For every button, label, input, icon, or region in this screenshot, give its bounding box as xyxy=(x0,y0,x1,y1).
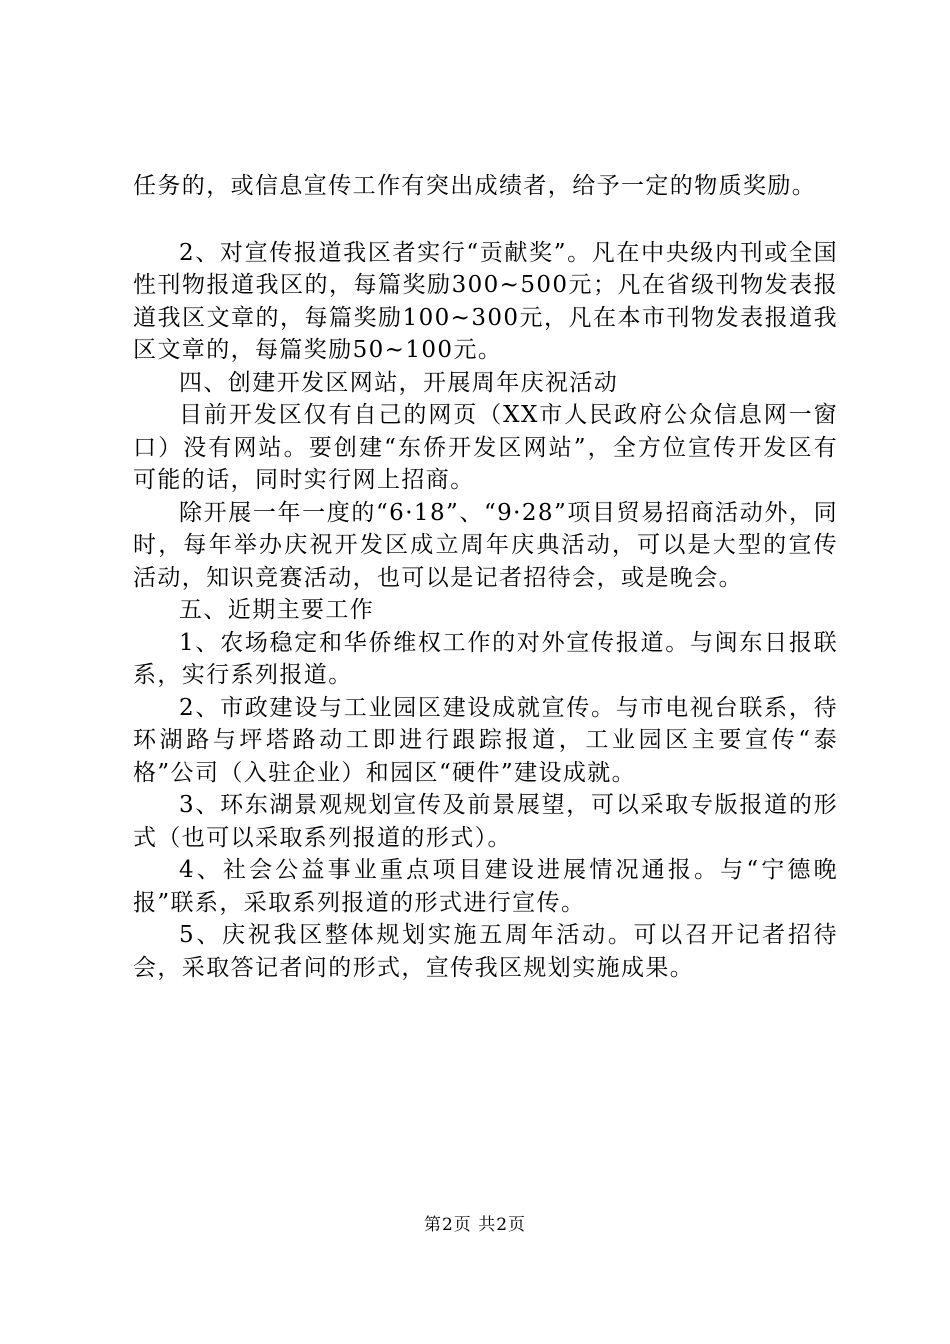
paragraph-contribution-award: 2、对宣传报道我区者实行“贡献奖”。凡在中央级内刊或全国性刊物报道我区的，每篇奖励300~500元；凡在省级刊物发表报道我区文章的，每篇奖励100~300元，凡在本市刊物发表报道我区文章的，每篇奖励50~100元。 xyxy=(133,239,838,363)
paragraph-continuation: 任务的，或信息宣传工作有突出成绩者，给予一定的物质奖励。 xyxy=(133,173,817,199)
list-item-2: 2、市政建设与工业园区建设成就宣传。与市电视台联系，待环湖路与坪塔路动工即进行跟踪报道，工业园区主要宣传“泰格”公司（入驻企业）和园区“硬件”建设成就。 xyxy=(133,694,838,786)
paragraph-website: 目前开发区仅有自己的网页（XX市人民政府公众信息网一窗口）没有网站。要创建“东侨开发区网站”，全方位宣传开发区有可能的话，同时实行网上招商。 xyxy=(133,402,838,493)
list-item-1: 1、农场稳定和华侨维权工作的对外宣传报道。与闽东日报联系，实行系列报道。 xyxy=(133,629,838,688)
page-number-footer: 第2页 共2页 xyxy=(423,1215,527,1235)
document-body xyxy=(133,170,838,984)
list-item-3: 3、环东湖景观规划宣传及前景展望，可以采取专版报道的形式（也可以采取系列报道的形式）。 xyxy=(133,792,838,851)
list-item-4: 4、社会公益事业重点项目建设进展情况通报。与“宁德晚报”联系，采取系列报道的形式进行宣传。 xyxy=(133,857,838,916)
list-item-5: 5、庆祝我区整体规划实施五周年活动。可以召开记者招待会，采取答记者问的形式，宣传我区规划实施成果。 xyxy=(133,922,838,981)
section-heading-website: 四、创建开发区网站，开展周年庆祝活动 xyxy=(179,369,619,396)
paragraph-anniversary: 除开展一年一度的“6·18”、“9·28”项目贸易招商活动外，同时，每年举办庆祝开发区成立周年庆典活动，可以是大型的宣传活动，知识竞赛活动，也可以是记者招待会，或是晚会。 xyxy=(133,499,838,591)
section-heading-recent-work: 五、近期主要工作 xyxy=(179,597,375,623)
